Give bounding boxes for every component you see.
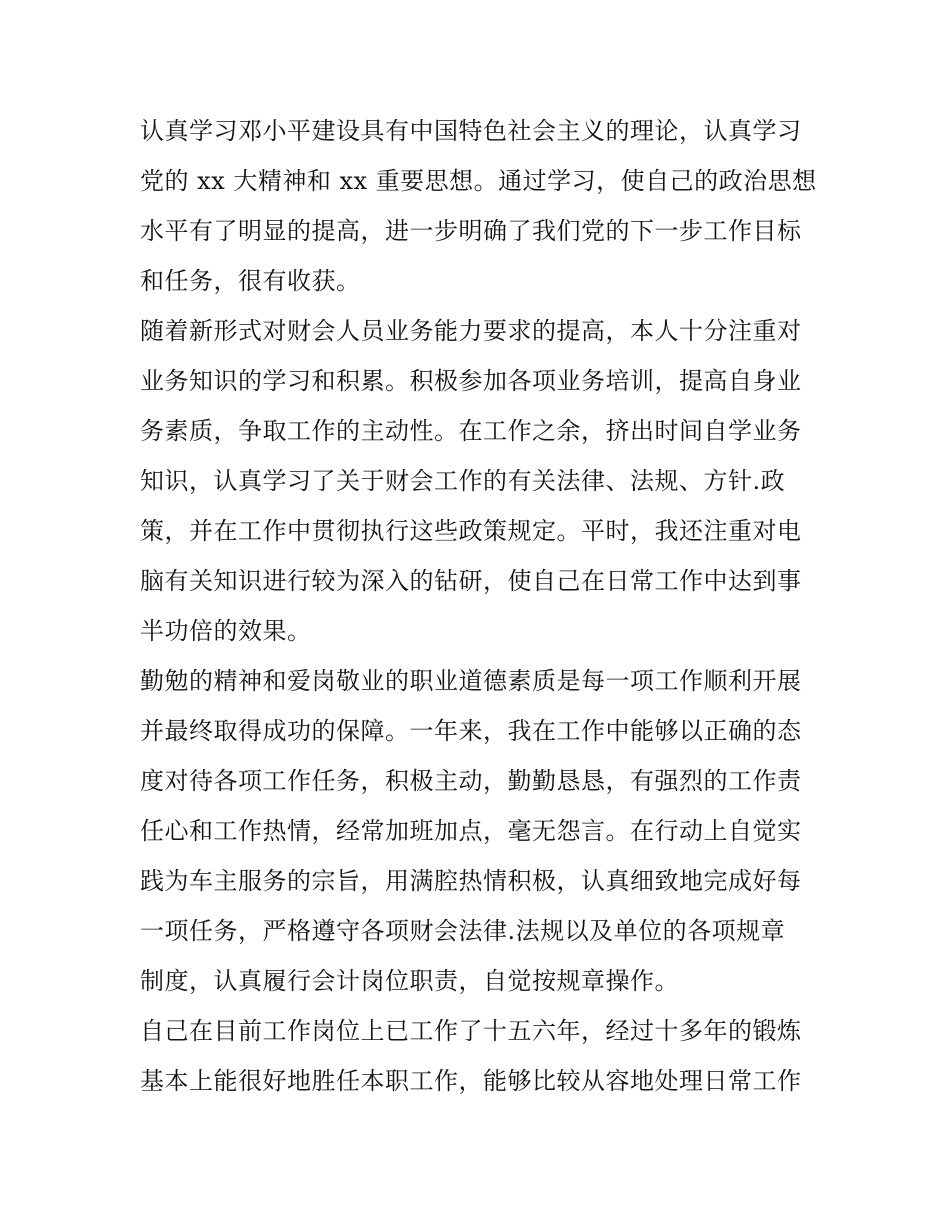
text-line: 水平有了明显的提高，进一步明确了我们党的下一步工作目标 [140,217,802,245]
text-line: 随着新形式对财会人员业务能力要求的提高，本人十分注重对 [140,317,802,345]
text-line: 业务知识的学习和积累。积极参加各项业务培训，提高自身业 [140,367,802,395]
text-line: 脑有关知识进行较为深入的钻研，使自己在日常工作中达到事 [140,567,802,595]
text-line: 策，并在工作中贯彻执行这些政策规定。平时，我还注重对电 [140,517,802,545]
text-line: 半功倍的效果。 [140,617,312,645]
text-line: 任心和工作热情，经常加班加点，毫无怨言。在行动上自觉实 [140,817,802,845]
text-line: 度对待各项工作任务，积极主动，勤勤恳恳，有强烈的工作责 [140,767,802,795]
text-line: 并最终取得成功的保障。一年来，我在工作中能够以正确的态 [140,717,802,745]
paragraph-2 [140,306,820,656]
text-line: 认真学习邓小平建设具有中国特色社会主义的理论，认真学习 [140,117,802,145]
paragraph-4 [140,1006,820,1106]
document-body [140,106,820,1106]
text-line: 践为车主服务的宗旨，用满腔热情积极，认真细致地完成好每 [140,867,802,895]
text-line: 知识，认真学习了关于财会工作的有关法律、法规、方针.政 [140,467,786,495]
paragraph-3 [140,656,820,1006]
text-line: 党的 xx 大精神和 xx 重要思想。通过学习，使自己的政治思想 [140,167,817,195]
text-line: 一项任务，严格遵守各项财会法律.法规以及单位的各项规章 [140,917,786,945]
paragraph-1 [140,106,820,306]
text-line: 勤勉的精神和爱岗敬业的职业道德素质是每一项工作顺利开展 [140,667,802,695]
text-line: 基本上能很好地胜任本职工作，能够比较从容地处理日常工作 [140,1067,802,1095]
text-line: 务素质，争取工作的主动性。在工作之余，挤出时间自学业务 [140,417,802,445]
text-line: 自己在目前工作岗位上已工作了十五六年，经过十多年的锻炼 [140,1017,802,1045]
text-line: 和任务，很有收获。 [140,267,361,295]
text-line: 制度，认真履行会计岗位职责，自觉按规章操作。 [140,967,679,995]
